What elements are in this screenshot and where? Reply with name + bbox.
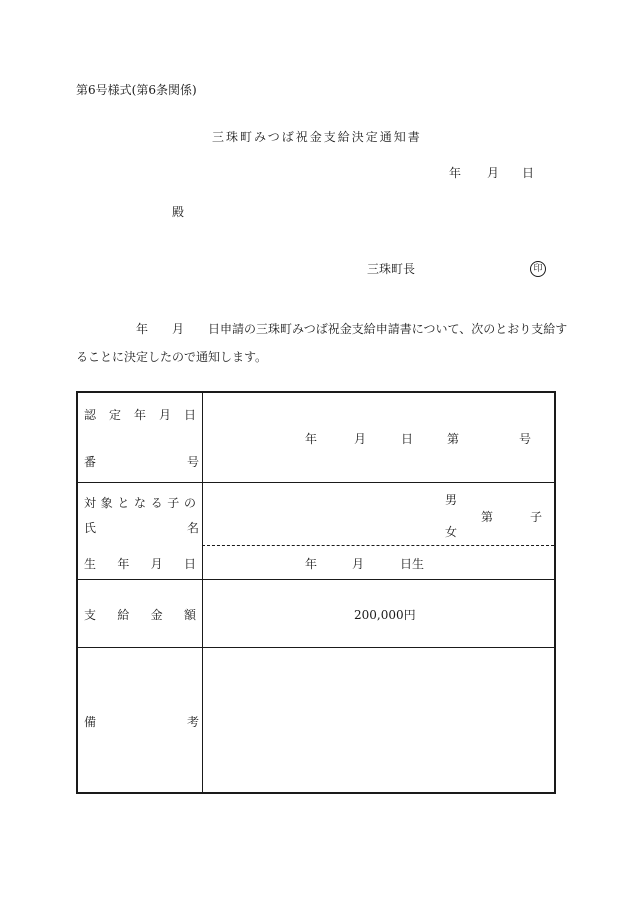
seal-mark: 印 — [530, 261, 546, 277]
row-divider-3 — [78, 647, 554, 648]
gender-male: 男 — [445, 493, 458, 507]
gender-female: 女 — [445, 525, 458, 539]
target-child-label: 対 象 と な る 子 の — [84, 496, 196, 510]
date-year-label: 年 — [449, 166, 462, 180]
certification-date-label: 認 定 年 月 日 — [84, 408, 196, 422]
issuer-title: 三珠町長 — [367, 262, 416, 276]
number-label-left: 番 — [84, 455, 97, 469]
row-divider-1 — [78, 482, 554, 483]
row-divider-2 — [78, 579, 554, 580]
date-day-label: 日 — [522, 166, 535, 180]
birth-date-label: 生 年 月 日 — [84, 557, 196, 571]
document-title: 三珠町みつば祝金支給決定通知書 — [212, 130, 422, 144]
remarks-label-right: 考 — [187, 715, 200, 729]
payment-amount-label: 支 給 金 額 — [84, 608, 196, 622]
remarks-label-left: 備 — [84, 715, 97, 729]
recipient-honorific: 殿 — [172, 205, 185, 219]
child-order-prefix: 第 — [481, 510, 494, 524]
birth-month-label: 月 — [352, 557, 365, 571]
payment-amount-value: 200,000円 — [354, 608, 416, 622]
body-month-label: 月 — [172, 322, 185, 336]
body-year-label: 年 — [136, 322, 149, 336]
body-text-line2: ることに決定したので通知します。 — [76, 350, 268, 364]
number-label-right: 号 — [187, 455, 200, 469]
birth-year-label: 年 — [305, 557, 318, 571]
birth-day-label: 日生 — [400, 557, 425, 571]
name-label-left: 氏 — [84, 521, 97, 535]
cert-day-label: 日 — [401, 432, 414, 446]
body-text-line1: 日申請の三珠町みつば祝金支給申請書について、次のとおり支給す — [208, 322, 568, 336]
decision-table — [76, 391, 556, 794]
date-month-label: 月 — [487, 166, 500, 180]
cert-month-label: 月 — [354, 432, 367, 446]
label-column-divider — [202, 393, 203, 792]
cert-number-suffix: 号 — [519, 432, 532, 446]
form-number: 第6号様式(第6条関係) — [76, 83, 197, 97]
name-label-right: 名 — [187, 521, 200, 535]
row-divider-dashed — [202, 545, 554, 546]
child-order-suffix: 子 — [530, 510, 543, 524]
cert-year-label: 年 — [305, 432, 318, 446]
cert-number-prefix: 第 — [447, 432, 460, 446]
